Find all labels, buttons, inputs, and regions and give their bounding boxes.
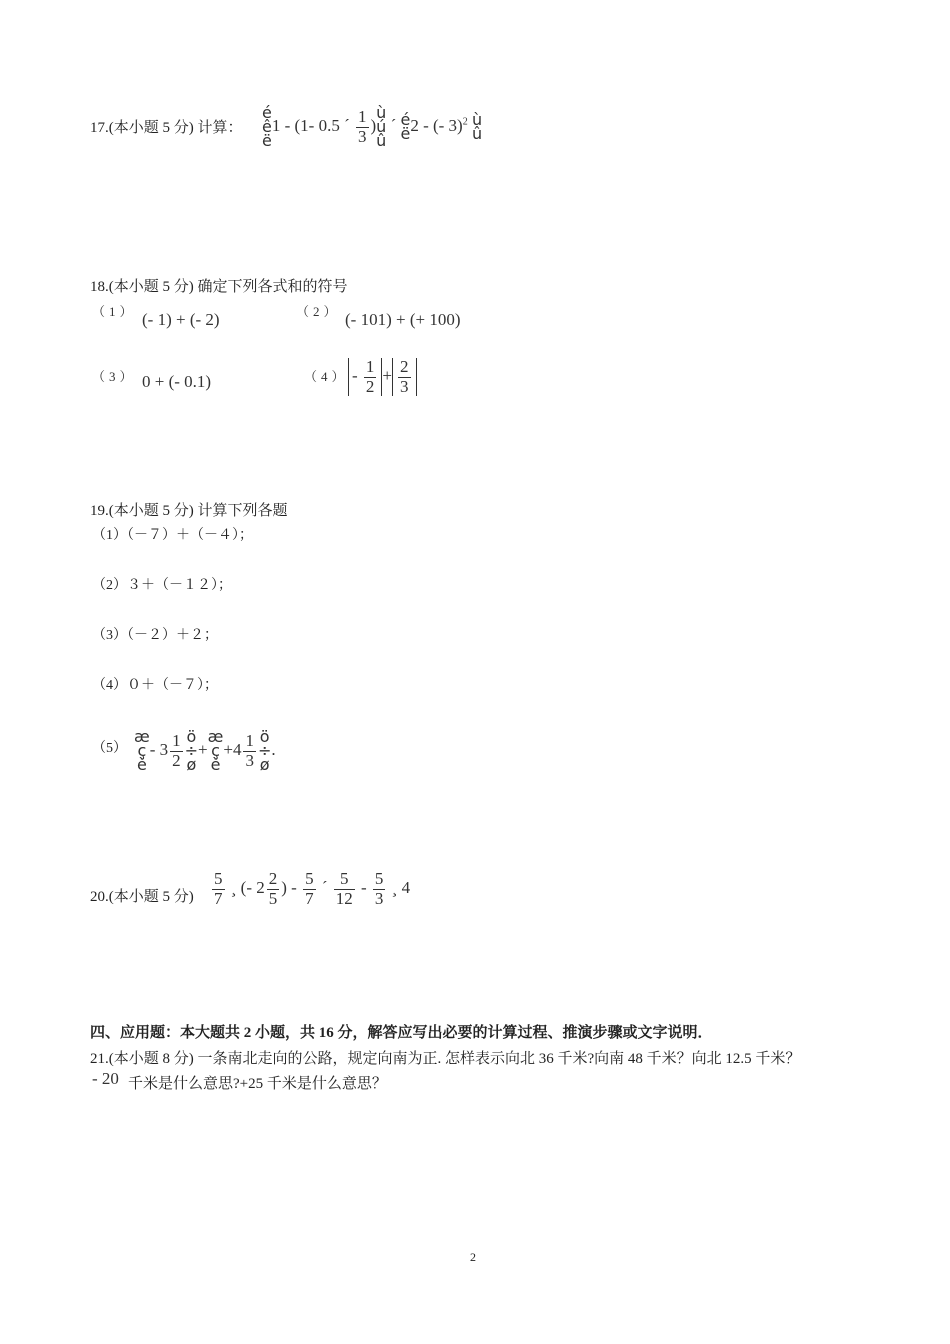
q17-left-bracket-2: é ë [400, 110, 411, 143]
q18-part2-expression: (- 101) + (+ 100) [345, 310, 461, 329]
q19-part2: （2）３＋（－１２）； [92, 578, 232, 593]
q18-part2-label: （2） [296, 304, 341, 319]
q17-label: 17.(本小题 5 分) 计算： [90, 120, 243, 136]
q19-part1: （1）（－７）＋（－４）； [92, 528, 253, 543]
q17-right-bracket: ù ú û [376, 103, 387, 150]
page-number: 2 [470, 1250, 476, 1264]
q17-right-bracket-2: ù û [471, 110, 483, 143]
q21-negative-value: - 20 [92, 1069, 119, 1088]
q20-label: 20.(本小题 5 分) [90, 889, 194, 905]
q21-line2: 千米是什么意思?+25 千米是什么意思？ [128, 1076, 387, 1092]
q19-part3: （3）（－２）＋２； [92, 628, 218, 643]
q19-part4: （4）０＋（－７）； [92, 678, 218, 693]
q18-part1-expression: (- 1) + (- 2) [142, 310, 220, 329]
q18-part3-label: （3） [92, 369, 137, 384]
q19-right-paren-1: ö ÷ ø [184, 727, 199, 774]
section4-heading: 四、应用题：本大题共 2 小题，共 16 分，解答应写出必要的计算过程、推演步骤或文字说明． [90, 1025, 713, 1041]
q19-left-paren-2: æ ç è [207, 727, 224, 774]
q21-line1: 21.(本小题 8 分) 一条南北走向的公路，规定向南为正. 怎样表示向北 36 千米?向南 48 千米？向北 12.5 千米？ [90, 1051, 801, 1067]
q20-expression: $\frac{5}{7}$ ¸ (- 2 $\frac{2}{5}$ ) - $\frac{5}{7}$ ´ $\frac{5}{12}$ - $\frac{5}{3}$ ¸ 4 [214, 869, 411, 908]
q18-part4-expression: - $\frac{1}{2}$ + $\frac{2}{3}$ [348, 358, 417, 396]
q18-abs-value-2: $\frac{2}{3}$ [392, 358, 417, 396]
q18-part3-expression: 0 + (- 0.1) [142, 372, 212, 391]
q19-part5-label: （5） [92, 741, 127, 756]
q18-part1-label: （1） [92, 304, 137, 319]
q19-part5-expression: æ ç è - 3 $\frac{1}{2}$ ö ÷ ø + æ ç è +4 $\frac{1}{3}$ ö ÷ ø . [134, 727, 276, 774]
q17-left-bracket: é ê ë [262, 103, 272, 150]
q18-label: 18.(本小题 5 分) 确定下列各式和的符号 [90, 279, 348, 295]
q17-expression: é ê ë 1 - (1- 0.5 ´ $\frac{1}{3}$ ) ù ú û ´ é ë 2 - (- 3)$^2$ ù û [262, 103, 483, 150]
q19-label: 19.(本小题 5 分) 计算下列各题 [90, 503, 288, 519]
q17-fraction: $\frac{1}{3}$ [358, 106, 367, 146]
q19-left-paren-1: æ ç è [134, 727, 150, 774]
q18-part4-label: （4） [304, 369, 349, 384]
q18-abs-value-1: - $\frac{1}{2}$ [348, 358, 382, 396]
q19-right-paren-2: ö ÷ ø [257, 727, 272, 774]
